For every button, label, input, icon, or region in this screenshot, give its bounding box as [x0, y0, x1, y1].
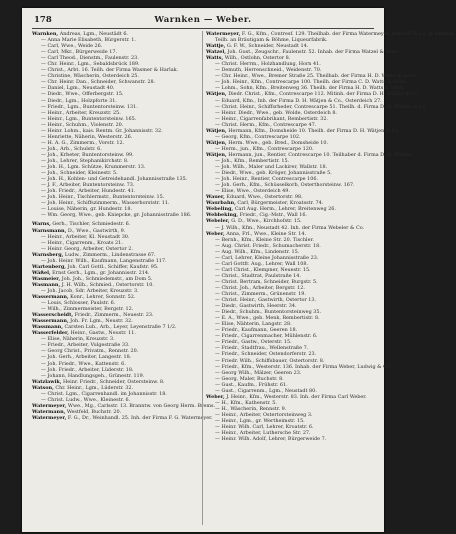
page-header — [34, 15, 372, 27]
entry-text: — Friedr., Stadtfrau., Wellenstraße 7. — [215, 345, 309, 352]
entry-text: — Elise, Nähterin, Langstr. 28. — [215, 321, 292, 328]
entry-text: — Heinr., Arbeiter, Luthersche Str. 27. — [215, 430, 311, 437]
entry-text: — Herm., jun., Kfm., Contrescarpe 120. — [215, 145, 314, 152]
entry-surname: Watermann, — [32, 408, 66, 415]
entry-text: — Friedr., Kfm., Westerstr. 136. Inhab. der Firma Weber, Ludwig & Co. — [215, 363, 392, 370]
entry-text: — Aug. Wilh., Kfm., Lindenstr. 15. — [215, 248, 300, 255]
entry-surname: Wasserscheidt, — [32, 312, 74, 319]
entry-text: — Joh. H., Lgm. Schütze, Krummerstr. 13. — [41, 164, 146, 171]
entry-text: — Wm. Georg, Wwe., geb. Kniepcke, gr. Johannisstraße 186. — [41, 212, 192, 219]
entry-text: — Diedr., Wwe., Offerbergstr. 15. — [41, 91, 124, 98]
entry-text: — Joh. Friedr., Arbeiter, Lüderstr. 18. — [41, 366, 134, 373]
entry-text: — Friedr., Gastw., Osterstr. 15. — [215, 339, 292, 346]
entry-text: — Louise, Näherin, gr. Hundestr. 18. — [41, 206, 133, 213]
entry-text: — J. Wilh., Kfm., Neustadt 42. Inh. der Firma Webeler & Co. — [215, 224, 365, 231]
entry-surname: Weber, — [206, 393, 225, 400]
entry-text: Andreas, Lgm., Neustädt 6. — [58, 31, 128, 37]
entry-text: — Friedr., Lgm., Buntentorsteinw. 131. — [41, 103, 138, 110]
entry-text: — Friedr., Arbeiter, Vulgestraße 33. — [41, 342, 130, 349]
entry-text: Hermann, jun., Rentier, Contrescarpe 10. Teilhaber d. Firma D. H. Wätjen. — [226, 151, 413, 158]
entry-surname: Watermeyer, — [206, 31, 241, 37]
entry-surname: Wassermann, — [32, 318, 69, 325]
entry-text: — H. A. G., Zimmerm., Vorstr. 12. — [41, 139, 125, 146]
entry-text: J. Heinr., Kfm., Westerstr. 83. Inh. der Firma Carl Weber. — [224, 393, 367, 400]
column-divider — [202, 31, 203, 525]
entry-text: Anna, Frl., Wwe., Kleine Str. 14. — [224, 230, 307, 237]
page-number: 178 — [34, 15, 52, 25]
entry-text: Friedr., Cig.-Mstr., Wall 16. — [238, 212, 307, 219]
entry-text: — Georg Christ., Privatm., Rennstr. 20. — [41, 348, 139, 355]
entry-text: — Diedr., Schuhm., Buntentorsteinweg 35. — [215, 309, 322, 316]
entry-text: — Joh. Jacob, Sdr. Arbeiter, Kreuzstr. 3. — [41, 287, 139, 294]
entry-text: — Christ. Heinr., Gastwirth, Ostertor 13. — [215, 297, 317, 304]
entry-text: — Aug. Christ. Friedr., Schumacherstr. 18. — [215, 242, 321, 249]
entry-text: — Joh. Heinr., Schiffszimmerm., Wasserhorststr. 11. — [41, 200, 170, 207]
entry-surname: Warnsmann, — [32, 227, 67, 234]
entry-text: — Eduard, Kfm., Inh. der Firma D. H. Wätjen & Co., Osterdeich 27. — [215, 97, 382, 104]
entry-text: — Joh., Lehrer, Stephanikirchstr. 8. — [41, 157, 129, 164]
entry-text: — Heinr., Cigarrenfabrikant, Rembertistr. 32. — [215, 115, 328, 122]
entry-text: Westfeld, Buchstr. 20. — [65, 408, 122, 415]
entry-surname: Warnsberg, — [32, 251, 64, 258]
entry-text: — Daniel, Lgm., Neustadt 40. — [41, 85, 115, 92]
entry-text: — Diedr., Gastwirth, Heerstr. 34. — [215, 303, 297, 310]
directory-entry — [32, 414, 213, 421]
entry-text: Joh. Joh., Schmiedemstr., am Dom 5. — [60, 275, 153, 282]
entry-text: — Diedr., Lgm., Holzpforte 31. — [41, 97, 117, 104]
entry-text: Carl Aug. Herm., Lehrer, Breitenweg 26. — [233, 206, 336, 213]
entry-text: — Gust., Cigarrenm., Lgm., Neustadt 80. — [215, 387, 317, 394]
entry-text: J. H. Wilh., Schmied., Ostertorstr. 10. — [60, 281, 154, 288]
entry-text: — Joh. Friedr., Wwe., Kattenstr. 6. — [41, 360, 126, 367]
entry-surname: Wätjen, — [206, 139, 227, 146]
entry-text: — Bernh., Kfm., Kleine Str. 20. Tischler. — [215, 236, 314, 243]
entry-text: — Joh., Arb., Schulstr. 6. — [41, 145, 102, 152]
entry-surname: Wassermann, — [32, 294, 69, 301]
entry-text: — Anna Marie Elisabeth, Bürgerstr. 1. — [41, 37, 136, 44]
entry-surname: Watzlawik, — [32, 378, 62, 385]
entry-text: — Joh. Gerh., Kfm., Schüsselkorb, Osterthorsteinw. 167. — [215, 182, 355, 189]
entry-text: Herm. Wwe., geb. Bred., Domsheide 10. — [226, 139, 329, 146]
entry-text: — Georg Wilh., Mälzer, Geeren 23. — [215, 369, 302, 376]
entry-text: — Carl Theod., Dienstm., Faulenstr. 23. — [41, 55, 139, 62]
entry-text: Ernst Gerh., Lgm., gr. Johannisstr. 214. — [50, 269, 150, 276]
entry-text: — Heinr., Arbeiter, Kl. Neustadt 30. — [41, 233, 130, 240]
entry-text: — Christ., Arbt. 16. Teilh. der Firma Wasmer & Harlak. — [41, 67, 179, 74]
entry-text: — Heinr. Lohm., kais. Rentm. Gr. Johannisstr. 32. — [41, 127, 163, 134]
entry-text: Ludw., Zimmerm., Lindenstrasse 67. — [63, 251, 156, 258]
entry-text: — Joh. Wilh., Maler und Lackirer, Wallstr. 18. — [215, 164, 328, 171]
entry-text: — Joh. Friedr., Arbeiter, Hundestr. 41. — [41, 188, 136, 195]
entry-text: Heinr. Friedr., Schneider, Ostersteinw. 8. — [61, 378, 165, 385]
entry-text: Gerh., Tischler, Schmiedestr. 6. — [50, 221, 131, 228]
entry-text: — Heinr. Georg, Arbeiter, Ostertor 2. — [41, 245, 133, 252]
entry-text: D., Wwe., Gastwirth, 9. — [66, 227, 126, 234]
entry-surname: Warnken, — [32, 31, 59, 37]
entry-text: — Heinr., Schuhm., Violenstr. 20. — [41, 121, 124, 128]
entry-text: — Christine, Wäscherin, Osterdeich 25. — [41, 73, 139, 80]
entry-text: — Joh. Heinr., Tischlermstr., Buntentorsteinw. 15. — [41, 194, 165, 201]
entry-surname: Wasserfelder, — [32, 330, 69, 337]
entry-text: Eduard, Wwe., Ostertorstr. 98. — [224, 194, 303, 201]
entry-text: — Heinr., Cigarrenm., Kroats 21. — [41, 239, 123, 246]
entry-text: — Louis, Schlosser, Paulstr. 6. — [41, 300, 116, 307]
entry-text: — Joh. Heinr., Kfm., Contrescarpe 100. Theilh. der Firma C. D. Watts & Sohn. — [215, 79, 408, 86]
entry-text: — Christ. Herm., Kfm., Contrescarpe 47. — [215, 121, 317, 128]
entry-text: Friedr., Zimmerm., Neuestr. 23. — [73, 312, 154, 319]
entry-text: — H., Wäscherin, Rennstr. 9. — [215, 405, 287, 412]
entry-text: Carl, Bürgermeister, Kroatsstr. 74. — [235, 200, 324, 207]
entry-surname: Watermeyer, — [32, 414, 67, 421]
entry-text: — Christ. Heinr., Schiffsrheder, Contrescarpe 51. Theilh. d. Firma D. H. Wätjen & Co. — [215, 103, 427, 110]
entry-text: Teilh. an Bräutigam & Böhme, Liqueurfabrik. — [215, 37, 328, 44]
entry-surname: Watermeyer, — [32, 402, 67, 409]
entry-text: Wilh., Ostlohn, Ostertor 8. — [223, 55, 291, 62]
entry-surname: Wasmann, — [32, 281, 61, 288]
entry-text: — Friedr., Schneider, Ostendorferstr. 23. — [215, 351, 317, 358]
entry-text: — H., Kfm., Kathenstr. 5. — [215, 399, 277, 406]
entry-text: — Elise, Wwe., Osterdeich 49. — [215, 188, 290, 195]
entry-text: — Carl Christ., Klempner, Neuestr. 15. — [215, 266, 311, 273]
entry-text: — Heinr. Diedr., Wwe., geb. Wolde, Osterdeich 8. — [215, 109, 337, 116]
entry-text: — Joh. Heinr., Rentier, Contrescarpe 106. — [215, 176, 319, 183]
entry-text: — Joh., Schneider, Kleinestr. 5. — [41, 170, 118, 177]
entry-surname: Warns, — [32, 221, 51, 228]
entry-surname: Wasmeier, — [32, 275, 61, 282]
entry-text: — Henriette, Näherin, Westerstr. 26. — [41, 133, 133, 140]
entry-text: — Gust., Kaufm., Frühstr. 61. — [215, 381, 288, 388]
entry-surname: Webbeking, — [206, 212, 239, 219]
entry-text: — Georg, Maler, Buchstr. 8. — [215, 375, 284, 382]
entry-text: — Joh., Krbeter, Buntentorsteinw. 99. — [41, 151, 134, 158]
entry-surname: Wauer, — [206, 194, 225, 201]
entry-text: — Joh. H., Kohlen- und Getreidehandl. Johannisstraße 135. — [41, 176, 188, 183]
entry-text: — Heinr., Lgm., Buntentorsteinw. 165. — [41, 115, 137, 122]
entry-text: Chr. Heinr., Lgm., Lüderstr. 32. — [53, 384, 134, 391]
entry-surname: Wätjen, — [206, 127, 227, 134]
entry-text: — Joh. Gerh., Arbeiter, Langestr. 18. — [41, 354, 132, 361]
entry-text: — Elise, Näherin, Kreuzstr. 3. — [41, 336, 115, 343]
entry-text: — Christ. Herrm., Holzhandlung, Horn 41. — [215, 61, 321, 68]
entry-text: Wwe., Mg., Carlsstr. 13. Branntw. von Georg Herm. Brems. — [66, 402, 216, 409]
directory-entry — [206, 436, 376, 442]
entry-text: — Wilh., Zimmermeister, Bergstr. 12. — [41, 306, 134, 313]
entry-text: Joh. Fr. Lgm., Neustr. 32. — [68, 318, 133, 325]
directory-entry — [32, 212, 202, 218]
entry-text: — Christ., Zimmerm., Grünenstr. 19. — [215, 291, 306, 298]
entry-text: — Chr. Heinr. Dan., Schneider, Schwanstr. 28. — [41, 79, 156, 86]
entry-surname: Watts, — [206, 55, 224, 62]
entry-text: Heinr., Gastw., Neustr. 11. — [68, 330, 136, 337]
entry-text: G. F. W., Schneider, Neustadt 14. — [225, 43, 309, 50]
entry-text: — Carl, Mkr., Bürgerweide 17. — [41, 49, 117, 56]
entry-text: G. D., Wwe., Kirchhofstr. 15. — [229, 218, 302, 225]
entry-text: — Carl Gottfr. Aug., Lehrer, Wall 108. — [215, 260, 309, 267]
entry-text: — Heinr., Arbeiter, Ostertorsteinweg 3. — [215, 411, 313, 418]
entry-surname: Webeler, — [206, 218, 230, 225]
entry-text: — E. A., Wwe., geb. Menk, Rembertistr. 8. — [215, 315, 320, 322]
entry-text: — Christ. Lgm., Cigarrenhandl. im Johannisstr. 18. — [41, 390, 167, 397]
entry-text: — Friedr., Cigarrenmacher, Mühlenstr. 6. — [215, 333, 318, 340]
entry-text: Konr., Lehrer, Sonnstr. 52. — [68, 294, 136, 301]
entry-surname: Wartenberg, — [32, 263, 66, 270]
entry-text: — Chr. Heinr., Lgm., Sebaldsbrück 189. — [41, 61, 140, 68]
entry-text: — Heinr., Lgm., gr. Wertheimstr. 15. — [215, 418, 305, 424]
entry-text: F. G., Dr., Weinhandl. 25. Inh. der Firma F. G. Watermeyer. — [66, 414, 213, 421]
header-rule — [32, 28, 374, 29]
entry-text: — Georg, Kfm., Contrescarpe 102. — [215, 133, 301, 140]
entry-surname: Waurbahn, — [206, 200, 236, 207]
entry-text: Diedr. Christ., Kfm., Contrescarpe 112. Mitinh. der Firma D. H. Wätjen & Co. — [226, 91, 420, 98]
entry-text: Joh. Gust., Zeugschr., Faulenstr. 52. Inhab. der Firma Watzel & Sohn. — [225, 49, 400, 56]
entry-surname: Watzel, — [206, 49, 226, 56]
entry-text: F. G., Kfm., Contresf. 129. Theilhab. der Firma Watermeyer, Bischoff & Co. in Bremen. — [240, 31, 456, 37]
entry-text: — Carl, Wwe., Weide 26. — [41, 43, 103, 50]
entry-surname: Wätjen, — [206, 91, 227, 98]
entry-surname: Wassmann, — [32, 324, 63, 331]
entry-text: — J. F., Arbeiter, Buntentorsteinw. 73. — [41, 182, 135, 189]
entry-text: — Lohm., Sohn, Kfm., Breitenweg 36. Theilh. der Firma H. D. Watts & Sohn. — [215, 85, 405, 92]
entry-text: — Heinr. Wilh. Carl, Lehrer, Kroatstr. 6. — [215, 424, 314, 431]
entry-text: — Christ. Ludw., Wwe., Kleinestr. 6. — [41, 396, 131, 403]
entry-text: — Friedr. Wilh., Schiffsbauer, Ostertorstr. 8. — [215, 357, 325, 364]
entry-text: — Chr. Heinr., Wwe., Bremer Straße 25. Theilhab. der Firma H. D. Watts & Sohn. — [215, 73, 418, 80]
directory-page — [22, 8, 456, 532]
entry-text: Joh. Carl Gottl., Schiffer, Kaufstr. 95. — [65, 263, 159, 270]
entry-text: Hermann, Kfm., Domsheide 10. Theilh. der Firma D. H. Wätjen & Co. — [226, 127, 400, 134]
entry-text: — Heinr., Arbeiter, Kreuzstr. 25. — [41, 109, 121, 116]
entry-text: — Christ. Bertram, Schneider, Burgstr. 5. — [215, 278, 318, 285]
entry-surname: Wäßel, — [32, 269, 51, 276]
entry-text: — Diedr., Wwe., geb. Kröger, Johannisstraße 5. — [215, 170, 332, 177]
entry-text: — Friedr., Kaufmann, Geeren 18. — [215, 327, 298, 334]
entry-text: Carsten Luh., Arb., Leyer, Leyenstraße 7 1/2. — [62, 324, 177, 331]
entry-surname: Weber, — [206, 230, 225, 237]
entry-surname: Watson, — [32, 384, 54, 391]
entry-surname: Wattje, — [206, 43, 226, 50]
entry-text: — Christ., Stadtrat, Paulstraße 14. — [215, 272, 301, 279]
entry-text: — Carl, Lehrer, Kleine Johannisstraße 23. — [215, 254, 319, 261]
entry-text: — Heinr. Wilh. Adolf, Lehrer, Bürgerweide 7. — [215, 436, 327, 443]
right-column — [206, 31, 456, 527]
entry-text: — Joh., Kfm., Rembertistr. 15. — [215, 157, 290, 164]
entry-surname: Webeling, — [206, 206, 234, 213]
page-range-title: Warnken — Weber. — [154, 15, 252, 25]
entry-surname: Wätjen, — [206, 151, 227, 158]
entry-text: — Johann, Handlungsgeh., Grünestr. 119. — [41, 372, 145, 379]
entry-text: — Joh. Heinr. Wilh., Kaufmann, Langenstraße 117. — [41, 257, 167, 264]
entry-text: — Christ. Joh., Arbeiter, Bergstr. 12. — [215, 284, 305, 291]
entry-text: — Demuth, Herrenschneid., Weidenstr. 70. — [215, 67, 322, 74]
